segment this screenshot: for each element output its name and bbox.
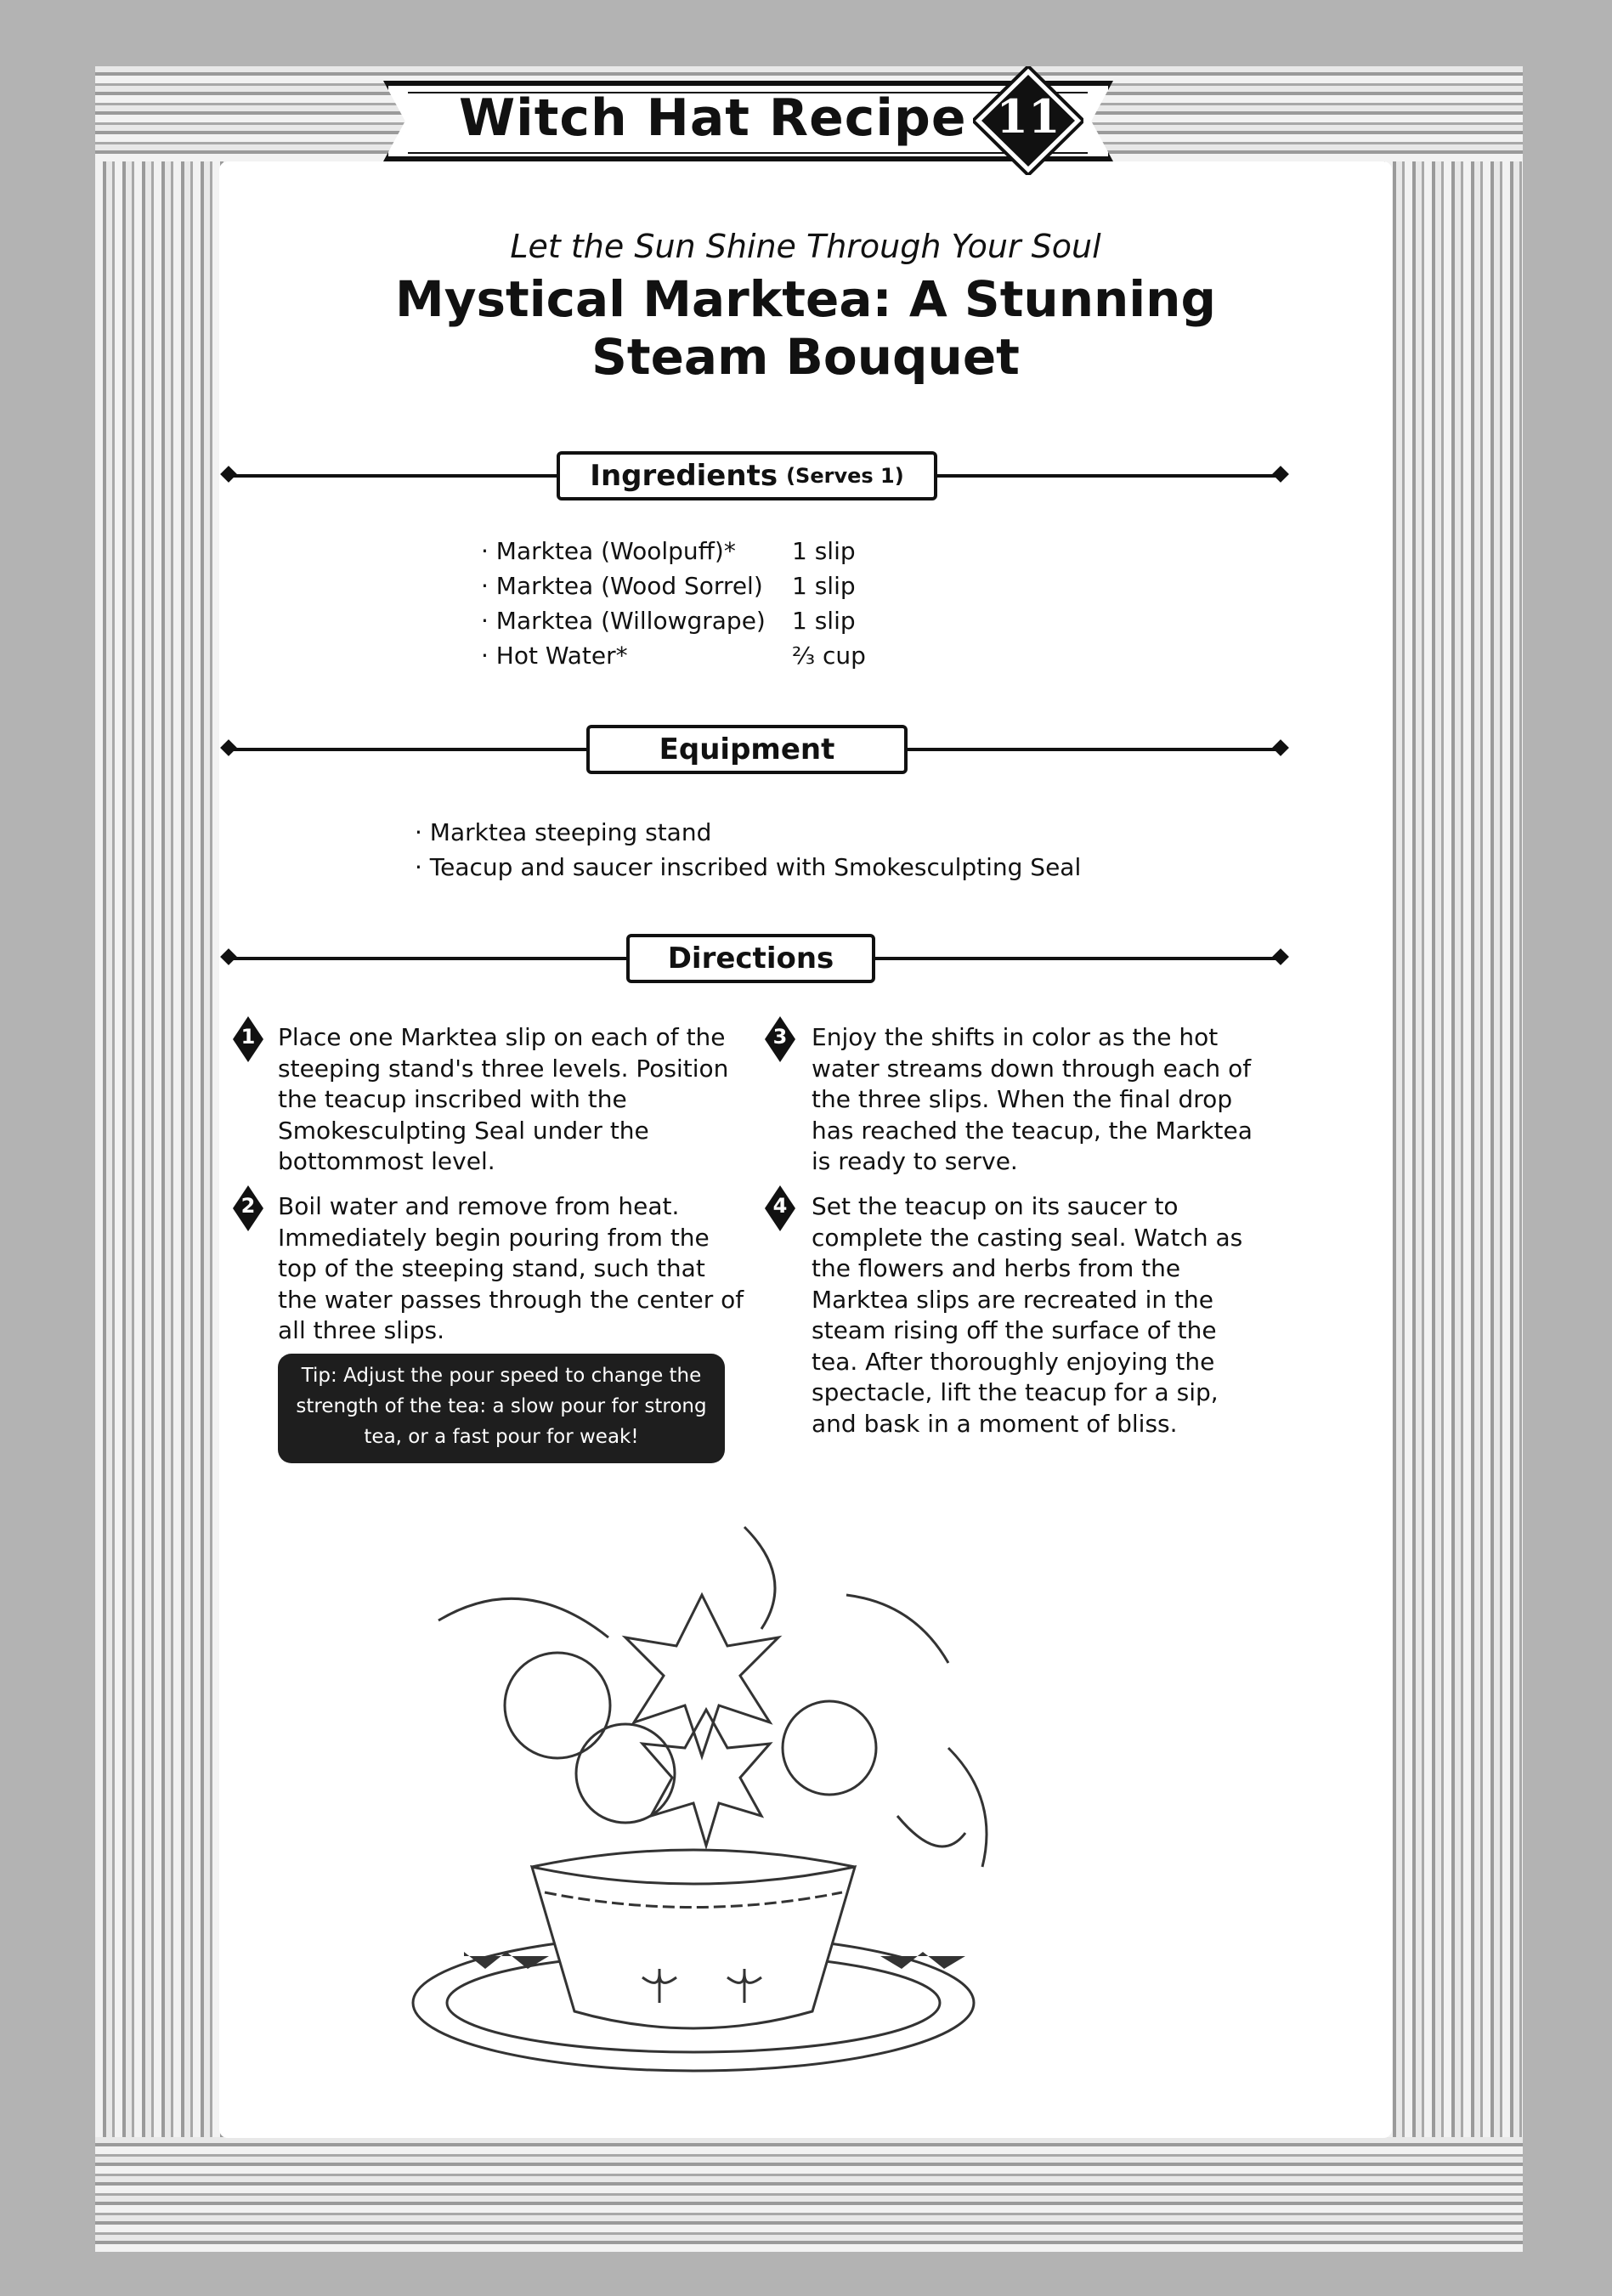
step-number: 1 (240, 1025, 256, 1049)
step-3-badge-icon (765, 1016, 795, 1062)
equipment-heading: Equipment (586, 725, 908, 774)
ingredient-qty: 1 slip (792, 537, 856, 565)
recipe-title-line2: Steam Bouquet (591, 328, 1020, 386)
step-number: 4 (772, 1194, 788, 1218)
ingredients-heading-text: Ingredients (590, 459, 778, 493)
equipment-item: · Marktea steeping stand (415, 818, 712, 846)
ingredient-qty: ⅔ cup (792, 642, 866, 670)
recipe-subtitle: Let the Sun Shine Through Your Soul (510, 228, 1101, 265)
step-2-badge-icon (233, 1185, 263, 1231)
serves-text: (Serves 1) (786, 464, 904, 488)
equipment-item: · Teacup and saucer inscribed with Smokesculpting Seal (415, 853, 1082, 881)
ingredient-name: · Marktea (Wood Sorrel) (481, 572, 763, 600)
ingredient-qty: 1 slip (792, 607, 856, 635)
step-4-badge-icon (765, 1185, 795, 1231)
decorative-border-bottom (95, 2137, 1523, 2252)
recipe-title (219, 270, 1392, 386)
step-4-text: Set the teacup on its saucer to complete the casting seal. Watch as the flowers and herbs from the Marktea slips are recreated in the steam rising off the surface of the tea. After thoroughly enjoying the spectacle, lift the teacup for a sip, and bask in a moment of bliss. (812, 1192, 1243, 1438)
step-number: 3 (772, 1025, 788, 1049)
step-number: 2 (240, 1194, 256, 1218)
ingredient-qty: 1 slip (792, 572, 856, 600)
tip-callout: Tip: Adjust the pour speed to change the strength of the tea: a slow pour for strong tea, or a fast pour for weak! (278, 1354, 725, 1463)
ingredient-name: · Hot Water* (481, 642, 628, 670)
teacup-bouquet-illustration (337, 1493, 1186, 2139)
ingredients-heading (557, 451, 937, 500)
ingredient-name: · Marktea (Willowgrape) (481, 607, 766, 635)
step-2-text: Boil water and remove from heat. Immediately begin pouring from the top of the steeping stand, such that the water passes through the center of all three slips. (278, 1192, 744, 1344)
step-1-text: Place one Marktea slip on each of the steeping stand's three levels. Position the teacup inscribed with the Smokesculpting Seal under the bottommost level. (278, 1023, 729, 1175)
step-3-text: Enjoy the shifts in color as the hot water streams down through each of the three slips. When the final drop has reached the teacup, the Marktea is ready to serve. (812, 1023, 1253, 1175)
series-title: Witch Hat Recipe (459, 88, 967, 148)
step-1-badge-icon (233, 1016, 263, 1062)
directions-heading: Directions (626, 934, 875, 983)
recipe-title-line1: Mystical Marktea: A Stunning (394, 270, 1216, 328)
ingredient-name: · Marktea (Woolpuff)* (481, 537, 736, 565)
chapter-number: 11 (996, 89, 1061, 144)
